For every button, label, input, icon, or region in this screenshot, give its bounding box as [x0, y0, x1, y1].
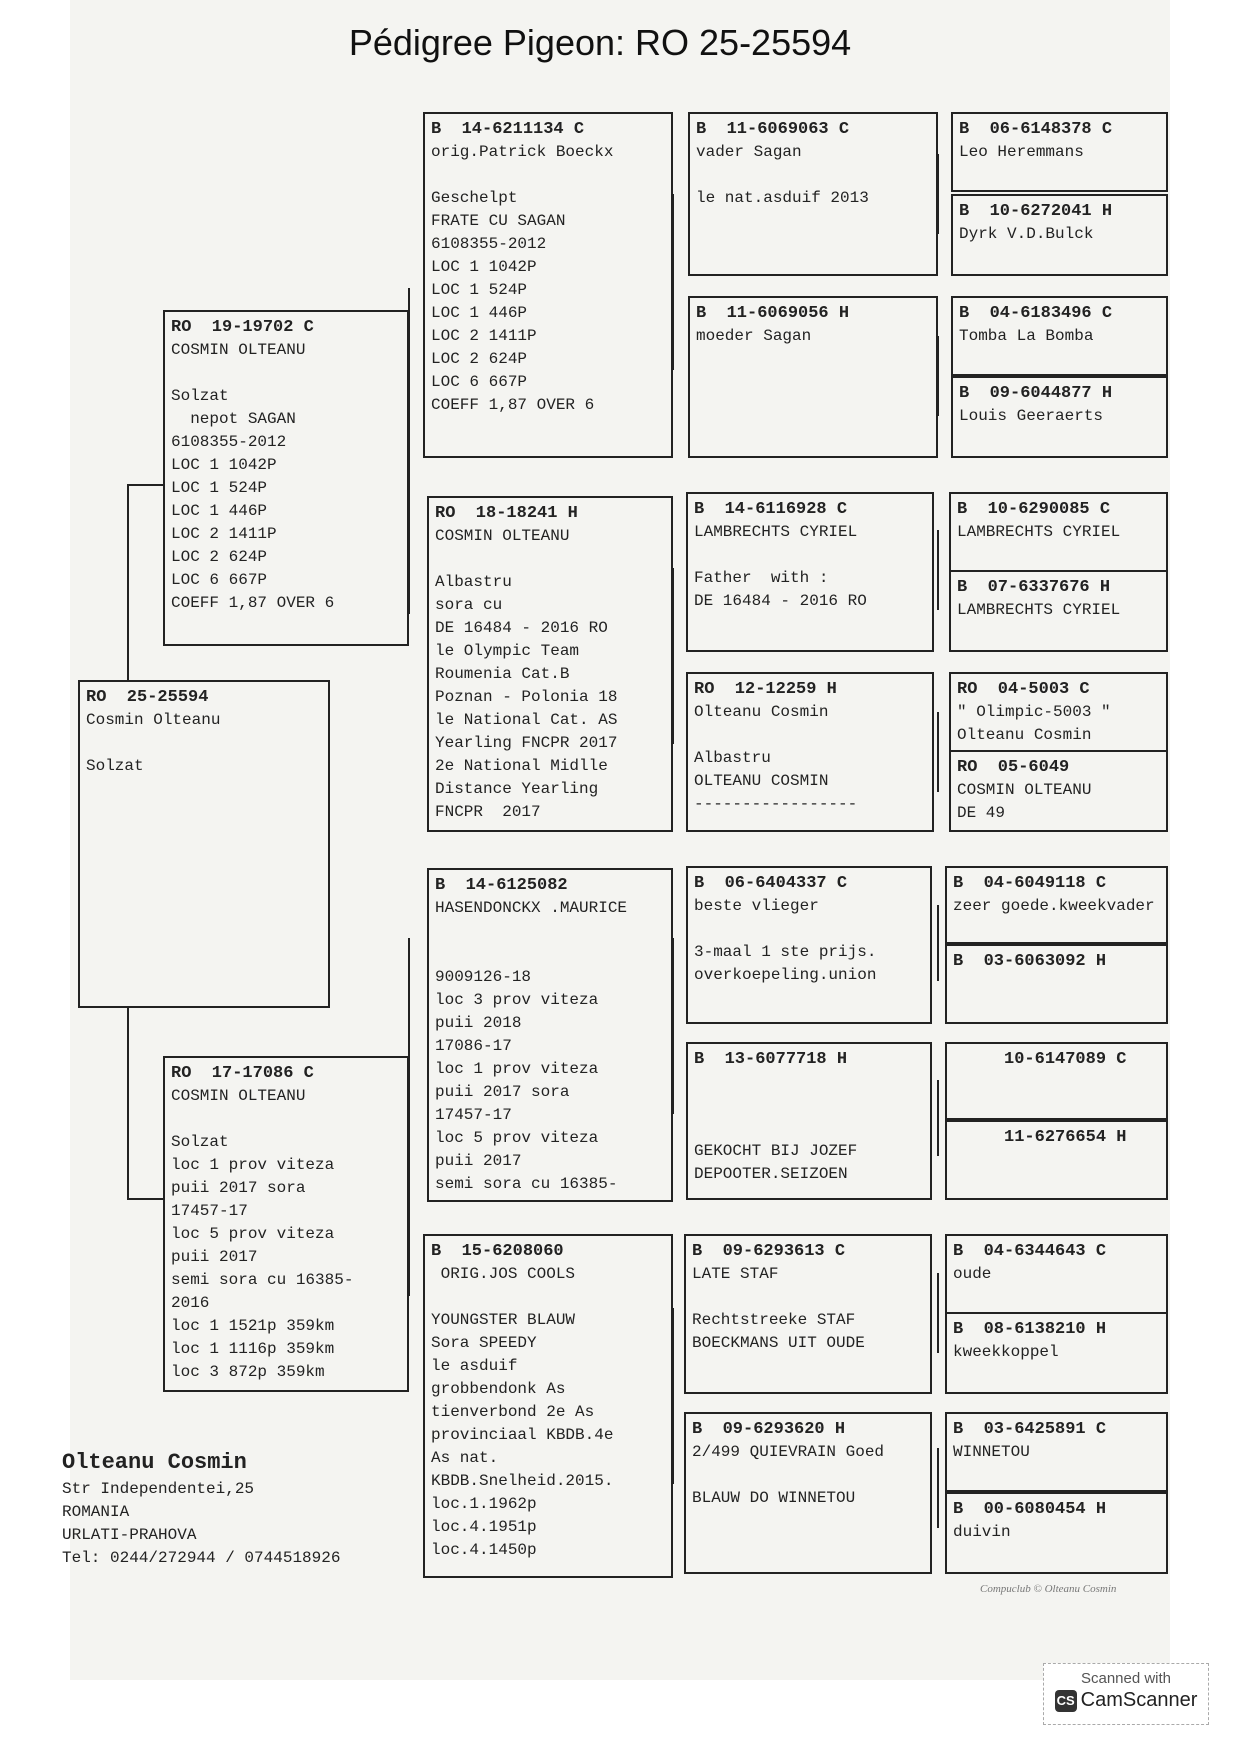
ring-number: 11-6276654 H [953, 1128, 1127, 1147]
pedigree-line: Geschelpt [431, 189, 518, 207]
ring-number: B 14-6116928 C [694, 500, 848, 519]
ring-number: B 15-6208060 [431, 1242, 564, 1261]
ring-number: RO 04-5003 C [957, 680, 1090, 699]
pedigree-line: kweekkoppel [953, 1343, 1059, 1361]
ring-number: B 06-6404337 C [694, 874, 848, 893]
blank-line [435, 943, 665, 966]
pedigree-line: LOC 2 1411P [431, 327, 537, 345]
pedigree-line: LAMBRECHTS CYRIEL [694, 523, 858, 541]
pedigree-line: FRATE CU SAGAN [431, 212, 566, 230]
ring-number: B 13-6077718 H [694, 1050, 848, 1069]
pigeon-box-dam-dam-sire [684, 1234, 932, 1394]
ring-number: B 11-6069063 C [696, 120, 850, 139]
scanner-brand-row [1044, 1689, 1208, 1712]
blank-line [694, 724, 926, 747]
pedigree-line: 17457-17 [435, 1106, 512, 1124]
pedigree-line: le nat.asduif 2013 [696, 189, 869, 207]
owner-address: Str Independentei,25 [62, 1480, 255, 1498]
pedigree-line: loc.4.1450p [431, 1541, 537, 1559]
pedigree-line: COEFF 1,87 OVER 6 [171, 594, 335, 612]
blank-line [694, 544, 926, 567]
pedigree-line: 9009126-18 [435, 968, 532, 986]
pedigree-line: COEFF 1,87 OVER 6 [431, 396, 595, 414]
pedigree-line: GEKOCHT BIJ JOZEF [694, 1142, 858, 1160]
pedigree-line: Yearling FNCPR 2017 [435, 734, 618, 752]
pedigree-line: tienverbond 2e As [431, 1403, 595, 1421]
pigeon-box-gen5-2 [951, 194, 1168, 276]
pigeon-box-sire-sire-dam [688, 296, 938, 458]
pedigree-line: sora cu [435, 596, 503, 614]
pedigree-line: LOC 1 524P [431, 281, 528, 299]
scanner-caption: Scanned with [1080, 1670, 1172, 1687]
scanner-badge [1043, 1663, 1209, 1725]
pedigree-line: nepot SAGAN [171, 410, 296, 428]
pigeon-box-gen5-1 [951, 112, 1168, 192]
pedigree-line: puii 2017 sora [171, 1179, 306, 1197]
ring-number: B 14-6211134 C [431, 120, 585, 139]
pigeon-box-gen5-9 [945, 866, 1168, 944]
ring-number: RO 18-18241 H [435, 504, 578, 523]
pedigree-line: Solzat [171, 387, 229, 405]
pedigree-line: 17457-17 [171, 1202, 248, 1220]
pedigree-line: oude [953, 1265, 992, 1283]
pedigree-line: DE 49 [957, 804, 1006, 822]
pigeon-box-gen5-11 [945, 1042, 1168, 1120]
pedigree-line: BLAUW DO WINNETOU [692, 1489, 856, 1507]
connector-line [127, 1198, 163, 1200]
pedigree-line: Solzat [171, 1133, 229, 1151]
pedigree-line: loc 3 prov viteza [435, 991, 599, 1009]
ring-number: B 04-6344643 C [953, 1242, 1107, 1261]
pedigree-line: Olteanu Cosmin [694, 703, 829, 721]
pedigree-line: loc 1 1116p 359km [171, 1340, 335, 1358]
ring-number: B 07-6337676 H [957, 578, 1111, 597]
pedigree-line: zeer goede.kweekvader [953, 897, 1155, 915]
pedigree-line: semi sora cu 16385- [171, 1271, 354, 1289]
pedigree-line: DEPOOTER.SEIZOEN [694, 1165, 848, 1183]
blank-line [435, 548, 665, 571]
pedigree-line: orig.Patrick Boeckx [431, 143, 614, 161]
pigeon-box-gen5-4 [951, 376, 1168, 458]
connector-line [127, 484, 129, 680]
pedigree-line: KBDB.Snelheid.2015. [431, 1472, 614, 1490]
pigeon-box-gen5-6 [949, 570, 1168, 652]
pigeon-box-gen5-12 [945, 1120, 1168, 1200]
pedigree-line: LOC 2 624P [171, 548, 268, 566]
ring-number: B 09-6293613 C [692, 1242, 846, 1261]
blank-line [435, 920, 665, 943]
pedigree-line: LAMBRECHTS CYRIEL [957, 523, 1121, 541]
blank-line [694, 918, 924, 941]
ring-number: B 03-6063092 H [953, 952, 1107, 971]
blank-line [171, 362, 401, 385]
ring-number: B 09-6293620 H [692, 1420, 846, 1439]
owner-country: ROMANIA [62, 1503, 130, 1521]
pigeon-box-sire-dam-dam [686, 672, 934, 832]
pedigree-line: Solzat [86, 757, 144, 775]
pedigree-line: LOC 6 667P [431, 373, 528, 391]
pedigree-line: Poznan - Polonia 18 [435, 688, 618, 706]
pedigree-line: puii 2018 [435, 1014, 522, 1032]
ring-number: B 10-6290085 C [957, 500, 1111, 519]
pedigree-line: LOC 1 1042P [171, 456, 277, 474]
pedigree-line: LOC 1 446P [171, 502, 268, 520]
pedigree-line: loc.4.1951p [431, 1518, 537, 1536]
pedigree-line: le National Cat. AS [435, 711, 618, 729]
pigeon-box-sire [163, 310, 409, 646]
pedigree-line: loc 1 prov viteza [435, 1060, 599, 1078]
pigeon-box-gen5-16 [945, 1492, 1168, 1574]
ring-number: B 06-6148378 C [959, 120, 1113, 139]
pedigree-line: moeder Sagan [696, 327, 812, 345]
pedigree-line: puii 2017 [171, 1248, 258, 1266]
ring-number: B 04-6183496 C [959, 304, 1113, 323]
pedigree-line: Dyrk V.D.Bulck [959, 225, 1094, 243]
ring-number: RO 25-25594 [86, 688, 209, 707]
blank-line [692, 1286, 924, 1309]
pedigree-line: COSMIN OLTEANU [957, 781, 1092, 799]
pigeon-box-dam-dam-dam [684, 1412, 932, 1574]
ring-number: B 04-6049118 C [953, 874, 1107, 893]
pedigree-line: DE 16484 - 2016 RO [694, 592, 867, 610]
pedigree-line: le asduif [431, 1357, 518, 1375]
ring-number: B 00-6080454 H [953, 1500, 1107, 1519]
pedigree-line: BOECKMANS UIT OUDE [692, 1334, 865, 1352]
footer-credit: Compuclub © Olteanu Cosmin [980, 1583, 1117, 1595]
pigeon-box-sire-sire-sire [688, 112, 938, 276]
pigeon-box-dam-dam [423, 1234, 673, 1578]
page-title: Pédigree Pigeon: RO 25-25594 [348, 22, 852, 63]
pedigree-line: Roumenia Cat.B [435, 665, 570, 683]
pedigree-line: 2e National Midlle [435, 757, 608, 775]
blank-line [86, 732, 322, 755]
pedigree-line: DE 16484 - 2016 RO [435, 619, 608, 637]
pigeon-box-sire-sire [423, 112, 673, 458]
blank-line [431, 164, 665, 187]
pedigree-line: COSMIN OLTEANU [435, 527, 570, 545]
pedigree-line: COSMIN OLTEANU [171, 341, 306, 359]
pedigree-line: le Olympic Team [435, 642, 580, 660]
pedigree-line: loc 1 prov viteza [171, 1156, 335, 1174]
pedigree-line: loc 5 prov viteza [435, 1129, 599, 1147]
blank-line [696, 164, 930, 187]
owner-phone: Tel: 0244/272944 / 0744518926 [62, 1549, 341, 1567]
pedigree-line: loc 5 prov viteza [171, 1225, 335, 1243]
pedigree-line: LATE STAF [692, 1265, 779, 1283]
pedigree-line: LOC 1 446P [431, 304, 528, 322]
blank-line [694, 1071, 924, 1094]
pedigree-line: HASENDONCKX .MAURICE [435, 899, 628, 917]
ring-number: RO 12-12259 H [694, 680, 837, 699]
pigeon-box-gen5-13 [945, 1234, 1168, 1314]
pedigree-line: LOC 2 1411P [171, 525, 277, 543]
pedigree-line: COSMIN OLTEANU [171, 1087, 306, 1105]
owner-block [62, 1448, 422, 1570]
pedigree-line: Father with : [694, 569, 829, 587]
pedigree-line: LOC 6 667P [171, 571, 268, 589]
pigeon-box-dam-sire-sire [686, 866, 932, 1024]
connector-line [937, 1448, 939, 1528]
pedigree-line: 3-maal 1 ste prijs. [694, 943, 877, 961]
pedigree-line: OLTEANU COSMIN [694, 772, 829, 790]
blank-line [694, 1117, 924, 1140]
pedigree-line: Leo Heremmans [959, 143, 1084, 161]
pedigree-line: loc.1.1962p [431, 1495, 537, 1513]
connector-line [127, 1008, 129, 1200]
pedigree-line: Distance Yearling [435, 780, 599, 798]
pedigree-line: duivin [953, 1523, 1011, 1541]
pigeon-box-sire-dam [427, 496, 673, 832]
pedigree-line: provinciaal KBDB.4e [431, 1426, 614, 1444]
owner-city: URLATI-PRAHOVA [62, 1526, 197, 1544]
pigeon-box-dam [163, 1056, 409, 1392]
pedigree-line: As nat. [431, 1449, 499, 1467]
pigeon-box-dam-sire [427, 868, 673, 1202]
connector-line [937, 1273, 939, 1353]
pedigree-line: loc 1 1521p 359km [171, 1317, 335, 1335]
pedigree-line: puii 2017 sora [435, 1083, 570, 1101]
pedigree-line: 6108355-2012 [431, 235, 547, 253]
pedigree-line: WINNETOU [953, 1443, 1030, 1461]
scanner-brand: CamScanner [1080, 1689, 1198, 1711]
blank-line [694, 1094, 924, 1117]
blank-line [692, 1464, 924, 1487]
ring-number: B 11-6069056 H [696, 304, 850, 323]
pedigree-line: Sora SPEEDY [431, 1334, 537, 1352]
pedigree-line: YOUNGSTER BLAUW [431, 1311, 576, 1329]
pedigree-line: beste vlieger [694, 897, 819, 915]
pedigree-line: LOC 1 524P [171, 479, 268, 497]
pedigree-line: Albastru [435, 573, 512, 591]
pedigree-line: " Olimpic-5003 " [957, 703, 1111, 721]
pedigree-line: LOC 2 624P [431, 350, 528, 368]
ring-number: B 08-6138210 H [953, 1320, 1107, 1339]
ring-number: RO 05-6049 [957, 758, 1070, 777]
pigeon-box-gen5-14 [945, 1312, 1168, 1394]
connector-line [937, 530, 939, 610]
connector-line [937, 1080, 939, 1156]
pedigree-line: 2016 [171, 1294, 210, 1312]
pedigree-line: Tomba La Bomba [959, 327, 1094, 345]
pigeon-box-gen5-8 [949, 750, 1168, 832]
pedigree-line: Rechtstreeke STAF [692, 1311, 856, 1329]
pedigree-line: Louis Geeraerts [959, 407, 1104, 425]
pedigree-line: overkoepeling.union [694, 966, 877, 984]
pedigree-line: 2/499 QUIEVRAIN Goed [692, 1443, 885, 1461]
camscanner-logo-icon: CS [1055, 1690, 1077, 1712]
pedigree-line: grobbendonk As [431, 1380, 566, 1398]
blank-line [431, 1286, 665, 1309]
pedigree-line: 17086-17 [435, 1037, 512, 1055]
pigeon-box-gen5-3 [951, 296, 1168, 376]
blank-line [171, 1108, 401, 1131]
pedigree-line: LOC 1 1042P [431, 258, 537, 276]
pedigree-line: LAMBRECHTS CYRIEL [957, 601, 1121, 619]
pigeon-box-subject [78, 680, 330, 1008]
ring-number: B 14-6125082 [435, 876, 568, 895]
pigeon-box-gen5-5 [949, 492, 1168, 572]
ring-number: B 09-6044877 H [959, 384, 1113, 403]
connector-line [937, 712, 939, 792]
pedigree-line: puii 2017 [435, 1152, 522, 1170]
pedigree-line: ORIG.JOS COOLS [431, 1265, 576, 1283]
pigeon-box-gen5-7 [949, 672, 1168, 752]
pedigree-line: Olteanu Cosmin [957, 726, 1092, 744]
ring-number: 10-6147089 C [953, 1050, 1127, 1069]
pigeon-box-dam-sire-dam [686, 1042, 932, 1200]
pedigree-line: semi sora cu 16385- [435, 1175, 618, 1193]
pigeon-box-sire-dam-sire [686, 492, 934, 652]
pedigree-line: vader Sagan [696, 143, 802, 161]
connector-line [127, 484, 163, 486]
ring-number: RO 19-19702 C [171, 318, 314, 337]
connector-line [937, 905, 939, 981]
ring-number: RO 17-17086 C [171, 1064, 314, 1083]
owner-name: Olteanu Cosmin [62, 1450, 247, 1475]
pigeon-box-gen5-10 [945, 944, 1168, 1024]
pedigree-line: Cosmin Olteanu [86, 711, 221, 729]
pigeon-box-gen5-15 [945, 1412, 1168, 1492]
pedigree-line: Albastru [694, 749, 771, 767]
pedigree-line: FNCPR 2017 [435, 803, 541, 821]
ring-number: B 10-6272041 H [959, 202, 1113, 221]
pedigree-line: ----------------- [694, 795, 858, 813]
pedigree-line: loc 3 872p 359km [171, 1363, 325, 1381]
ring-number: B 03-6425891 C [953, 1420, 1107, 1439]
pedigree-line: 6108355-2012 [171, 433, 287, 451]
